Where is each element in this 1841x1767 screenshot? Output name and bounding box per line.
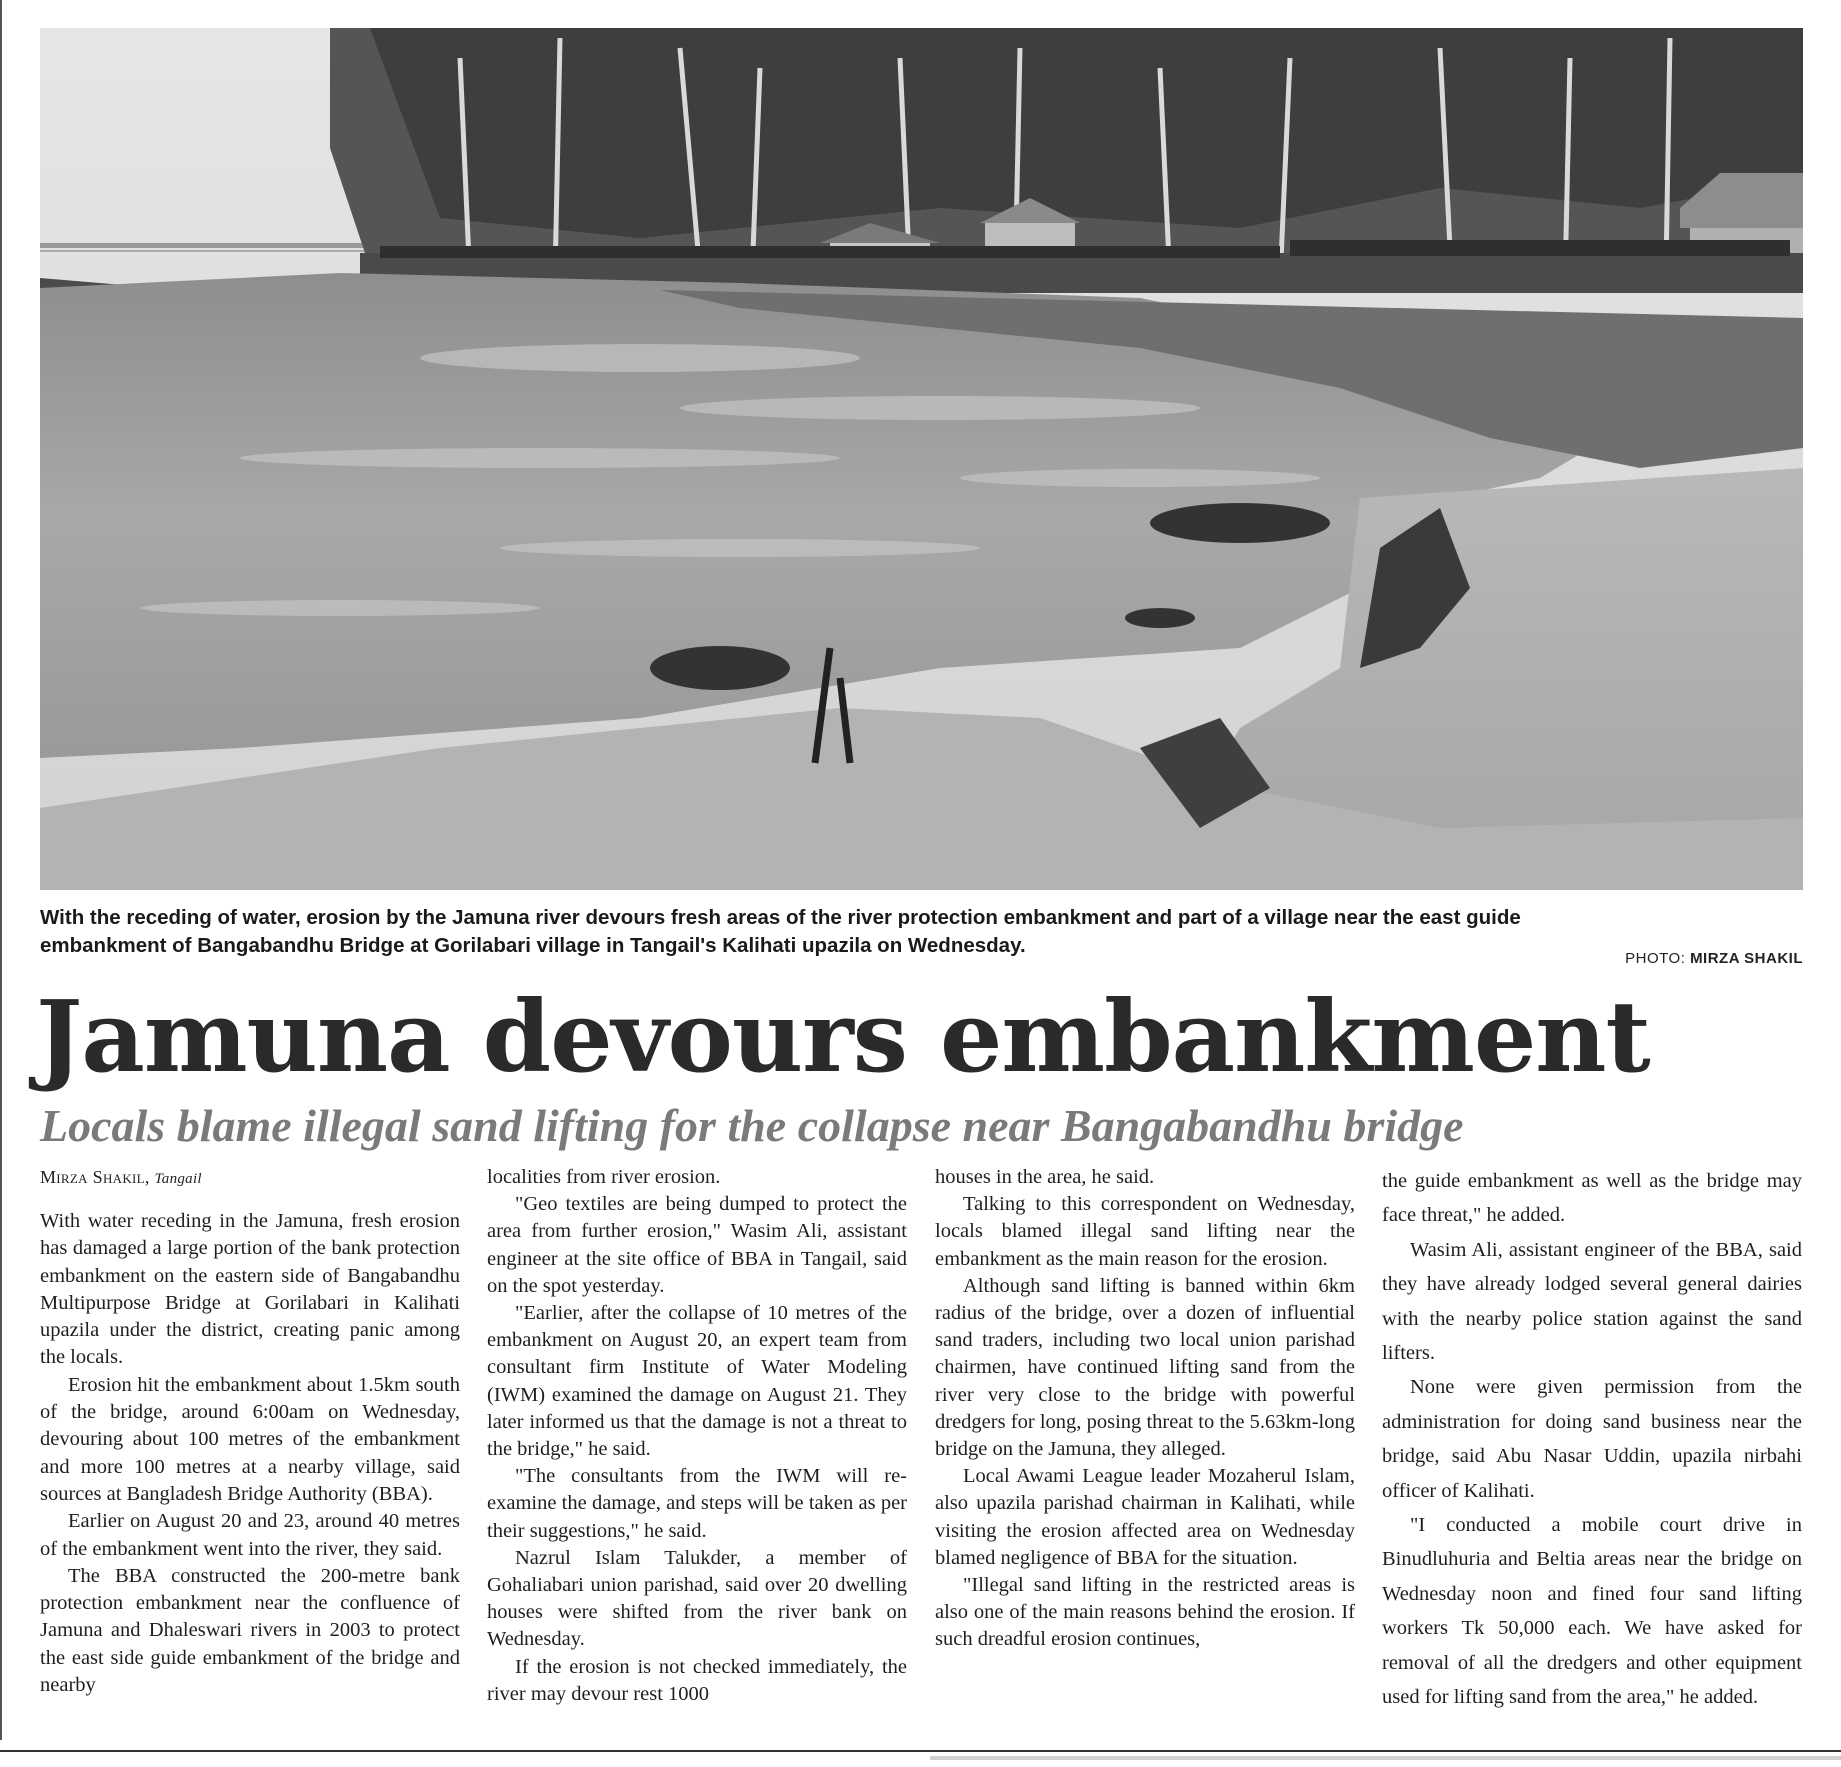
paragraph: localities from river erosion.	[487, 1166, 721, 1188]
paragraph: None were given permission from the administration for doing sand business near the bridge, said Abu Nasar Uddin, upazila nirbahi officer of Kalihati.	[1382, 1376, 1802, 1502]
page-left-rule	[0, 0, 2, 1740]
paragraph: Earlier on August 20 and 23, around 40 metres of the embankment went into the river, they said.	[40, 1510, 460, 1560]
article-column-1	[40, 1208, 460, 1736]
headline: Jamuna devours embankment	[36, 980, 1650, 1095]
paragraph: With water receding in the Jamuna, fresh erosion has damaged a large portion of the bank protection embankment on the eastern side of Bangabandhu Multipurpose Bridge at Gorilabari in Kalihati upazila under the district, creating panic among the locals.	[40, 1210, 460, 1369]
photo-credit-label: PHOTO:	[1625, 950, 1686, 967]
paragraph: Although sand lifting is banned within 6km radius of the bridge, over a dozen of influential sand traders, including two local union parishad chairmen, have continued lifting sand from the river very close to the bridge with powerful dredgers for long, posing threat to the 5.63km-long bridge on the Jamuna, they alleged.	[935, 1274, 1355, 1461]
article-column-3	[935, 1164, 1355, 1736]
byline	[40, 1167, 202, 1188]
erosion-photo-illustration	[40, 28, 1803, 890]
subheadline: Locals blame illegal sand lifting for the collapse near Bangabandhu bridge	[40, 1100, 1464, 1151]
paragraph: "Illegal sand lifting in the restricted areas is also one of the main reasons behind the erosion. If such dreadful erosion continues,	[935, 1574, 1355, 1651]
photo-caption: With the receding of water, erosion by the Jamuna river devours fresh areas of the river protection embankment and part of a village near the east guide embankment of Bangabandhu Bridge at Gorilabari village in Tangail's Kalihati upazila on Wednesday.	[40, 906, 1521, 957]
paragraph: "The consultants from the IWM will re-examine the damage, and steps will be taken as per their suggestions," he said.	[487, 1465, 907, 1542]
bottom-rule	[0, 1750, 1841, 1752]
paragraph: If the erosion is not checked immediately, the river may devour rest 1000	[487, 1655, 907, 1705]
paragraph: "Geo textiles are being dumped to protect the area from further erosion," Wasim Ali, assistant engineer at the site office of BBA in Tangail, said on the spot yesterday.	[487, 1193, 907, 1297]
paragraph: Wasim Ali, assistant engineer of the BBA, said they have already lodged several general dairies with the nearby police station against the sand lifters.	[1382, 1238, 1802, 1365]
article-column-4	[1382, 1164, 1802, 1744]
paragraph: "Earlier, after the collapse of 10 metres of the embankment on August 20, an expert team from consultant firm Institute of Water Modeling (IWM) examined the damage on August 21. They later informed us that the damage is not a threat to the bridge," he said.	[487, 1302, 907, 1461]
photo-credit-name: MIRZA SHAKIL	[1690, 950, 1803, 967]
article-column-2	[487, 1164, 907, 1736]
news-photo	[40, 28, 1803, 890]
paragraph: Local Awami League leader Mozaherul Islam, also upazila parishad chairman in Kalihati, while visiting the erosion affected area on Wednesday blamed negligence of BBA for the situation.	[935, 1465, 1355, 1569]
paragraph: houses in the area, he said.	[935, 1166, 1155, 1188]
bottom-shadow-rule	[930, 1756, 1841, 1760]
byline-author: Mirza Shakil,	[40, 1167, 150, 1187]
paragraph: The BBA constructed the 200-metre bank protection embankment near the confluence of Jamuna and Dhaleswari rivers in 2003 to protect the east side guide embankment of the bridge and nearby	[40, 1564, 460, 1697]
paragraph: Talking to this correspondent on Wednesday, locals blamed illegal sand lifting near the embankment as the main reason for the erosion.	[935, 1193, 1355, 1270]
paragraph: Nazrul Islam Talukder, a member of Gohaliabari union parishad, said over 20 dwelling houses were shifted from the river bank on Wednesday.	[487, 1546, 907, 1651]
photo-credit	[1625, 950, 1803, 967]
byline-location: Tangail	[154, 1171, 202, 1187]
paragraph: "I conducted a mobile court drive in Binudluhuria and Beltia areas near the bridge on Wednesday noon and fined four sand lifting workers Tk 50,000 each. We have asked for removal of all the dredgers and other equipment used for lifting sand from the area," he added.	[1382, 1514, 1802, 1709]
paragraph: Erosion hit the embankment about 1.5km south of the bridge, around 6:00am on Wednesday, devouring about 100 metres of the embankment and more 100 metres at a nearby village, said sources at Bangladesh Bridge Authority (BBA).	[40, 1373, 460, 1505]
paragraph: the guide embankment as well as the bridge may face threat," he added.	[1382, 1170, 1802, 1227]
